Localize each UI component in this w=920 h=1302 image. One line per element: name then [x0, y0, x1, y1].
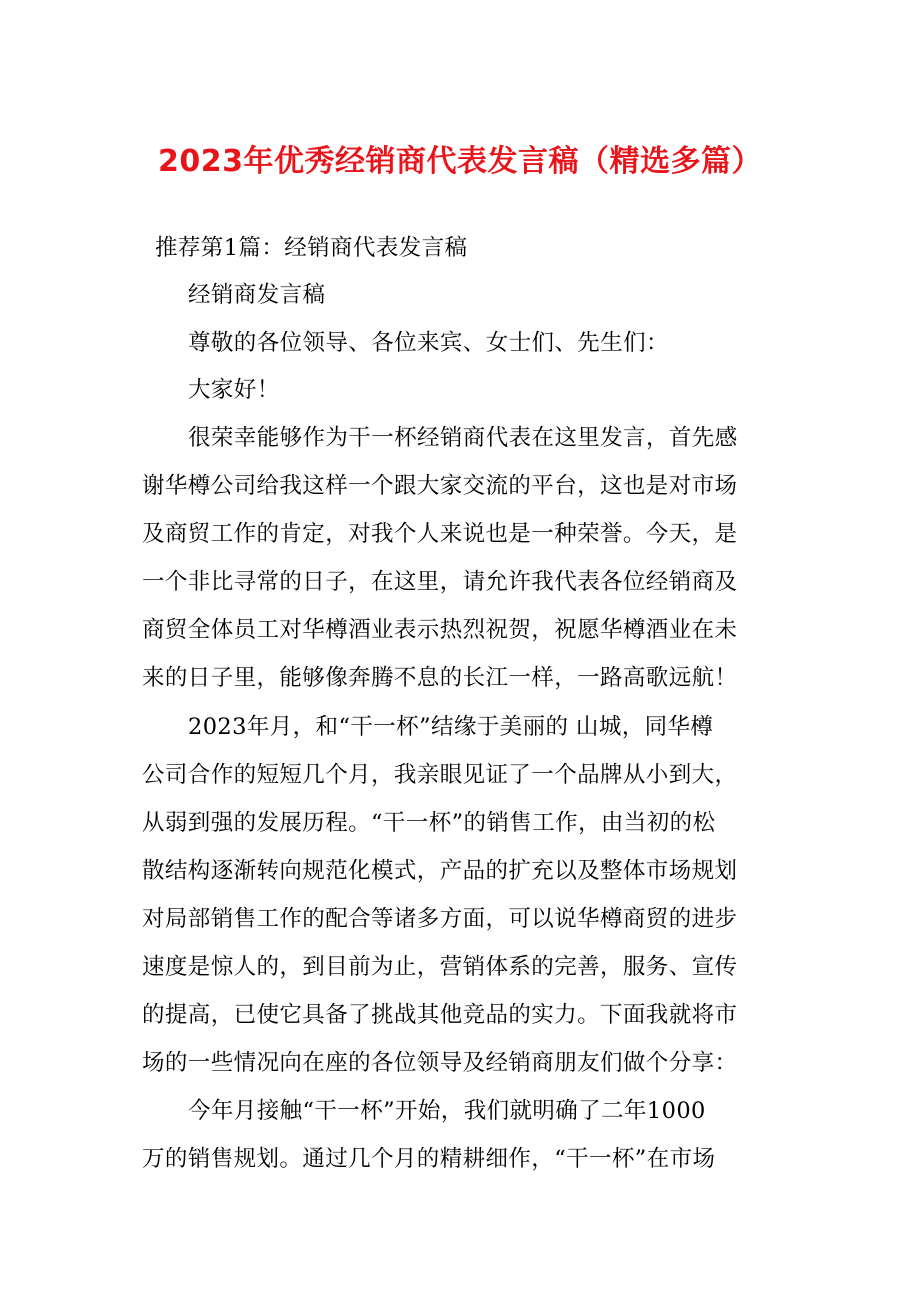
- paragraph-line: 一个非比寻常的日子，在这里，请允许我代表各位经销商及: [142, 569, 738, 595]
- paragraph-line: 2023年月，和“干一杯”结缘于美丽的 山城，同华樽: [188, 714, 714, 740]
- paragraph-line: 来的日子里，能够像奔腾不息的长江一样，一路高歌远航！: [142, 665, 738, 691]
- speech-subheading: 经销商发言稿: [188, 282, 326, 308]
- greeting: 大家好！: [188, 377, 280, 403]
- paragraph-line: 公司合作的短短几个月，我亲眼见证了一个品牌从小到大，: [142, 762, 738, 788]
- paragraph-line: 及商贸工作的肯定，对我个人来说也是一种荣誉。今天，是: [142, 521, 738, 547]
- paragraph-line: 谢华樽公司给我这样一个跟大家交流的平台，这也是对市场: [142, 473, 738, 499]
- paragraph-line: 商贸全体员工对华樽酒业表示热烈祝贺，祝愿华樽酒业在未: [142, 617, 738, 643]
- paragraph-line: 散结构逐渐转向规范化模式，产品的扩充以及整体市场规划: [142, 858, 738, 884]
- paragraph-line: 今年月接触“干一杯”开始，我们就明确了二年1000: [188, 1098, 706, 1124]
- paragraph-line: 场的一些情况向在座的各位领导及经销商朋友们做个分享：: [142, 1050, 738, 1076]
- document-title: 2023年优秀经销商代表发言稿（精选多篇）: [158, 144, 762, 179]
- section-heading: 推荐第1篇：经销商代表发言稿: [155, 235, 468, 261]
- paragraph-line: 从弱到强的发展历程。“干一杯”的销售工作，由当初的松: [142, 810, 716, 836]
- paragraph-line: 速度是惊人的，到目前为止，营销体系的完善，服务、宣传: [142, 954, 738, 980]
- paragraph-line: 万的销售规划。通过几个月的精耕细作，“干一杯”在市场: [142, 1146, 716, 1172]
- paragraph-line: 的提高，已使它具备了挑战其他竞品的实力。下面我就将市: [142, 1002, 738, 1028]
- paragraph-line: 对局部销售工作的配合等诸多方面，可以说华樽商贸的进步: [142, 906, 738, 932]
- paragraph-line: 很荣幸能够作为干一杯经销商代表在这里发言，首先感: [188, 425, 738, 451]
- salutation: 尊敬的各位领导、各位来宾、女士们、先生们：: [188, 330, 669, 356]
